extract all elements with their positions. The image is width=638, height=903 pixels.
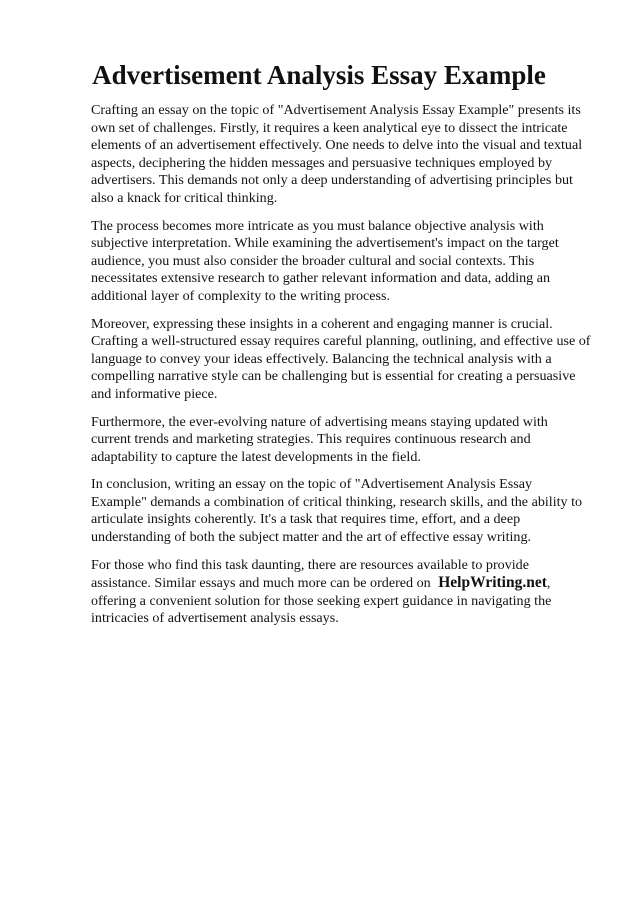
paragraph-2: The process becomes more intricate as you must balance objective analysis with subjective interpretation. While examining the advertisement's impact on the target audience, you must also consider the broader cultural and social contexts. This necessitates extensive research to gather relevant information and data, adding an additional layer of complexity to the writing process.	[91, 217, 559, 304]
paragraph-4: Furthermore, the ever-evolving nature of advertising means staying updated with current trends and marketing strategies. This requires continuous research and adaptability to capture the latest developments in the field.	[91, 413, 548, 465]
paragraph-5: In conclusion, writing an essay on the topic of "Advertisement Analysis Essay Example" demands a combination of critical thinking, research skills, and the ability to articulate insights coherently. It's a task that requires time, effort, and a deep understanding of both the subject matter and the art of effective essay writing.	[91, 476, 583, 546]
document-title: Advertisement Analysis Essay Example	[92, 60, 546, 90]
paragraph-1: Crafting an essay on the topic of "Advertisement Analysis Essay Example" presents its own set of challenges. Firstly, it requires a keen analytical eye to dissect the intricate elements of an advertisement effectively. One needs to delve into the visual and textual aspects, deciphering the hidden messages and persuasive techniques employed by advertisers. This demands not only a deep understanding of advertising principles but also a knack for critical thinking.	[91, 102, 583, 206]
helpwriting-link[interactable]: HelpWriting.net	[438, 574, 547, 592]
paragraph-6	[91, 557, 591, 628]
paragraph-6-before-link: For those who find this task daunting, there are resources available to provide assistance. Similar essays and much more can be ordered on	[91, 556, 529, 592]
paragraph-3: Moreover, expressing these insights in a coherent and engaging manner is crucial. Crafting a well-structured essay requires careful planning, outlining, and effective use of language to convey your ideas effectively. Balancing the technical analysis with a compelling narrative style can be challenging but is essential for creating a persuasive and informative piece.	[91, 315, 591, 402]
paragraph-6-after-link: , offering a convenient solution for those seeking expert guidance in navigating the intricacies of advertisement analysis essays.	[91, 575, 552, 627]
document-body	[91, 102, 591, 638]
